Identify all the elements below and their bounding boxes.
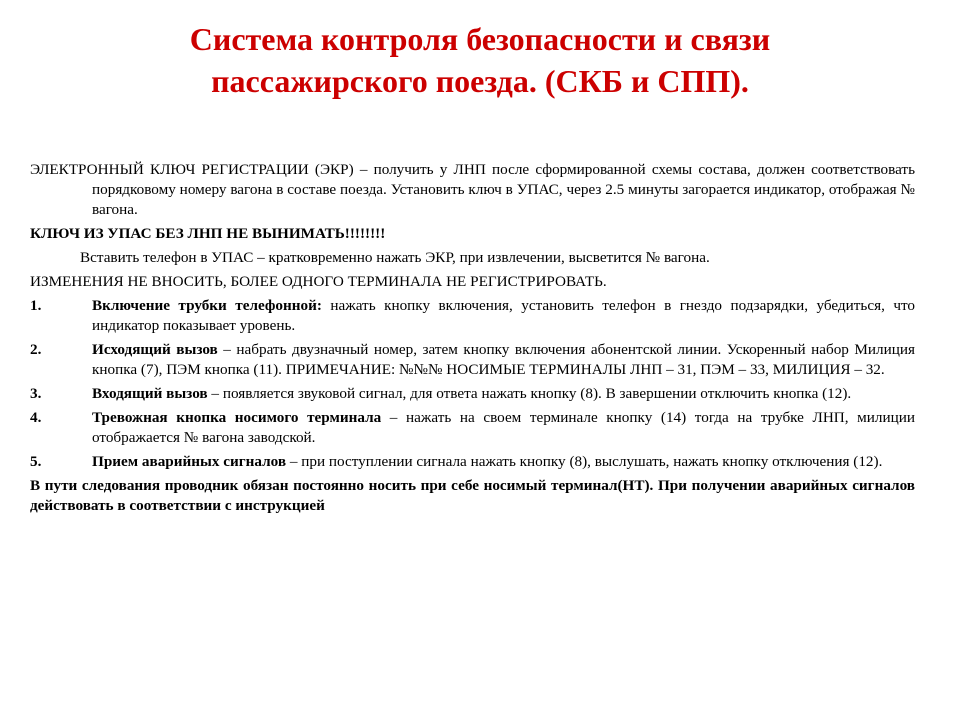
list-item-heading: Включение трубки телефонной: bbox=[92, 297, 322, 314]
list-item-heading: Тревожная кнопка носимого терминала bbox=[92, 409, 382, 426]
list-item-text bbox=[92, 408, 915, 448]
list-item-body: – нажать на своем терминале кнопку (14) тогда на трубке ЛНП, милиции отображается № вагона заводской. bbox=[92, 409, 915, 446]
list-item-heading: Исходящий вызов bbox=[92, 341, 218, 358]
list-item bbox=[30, 340, 915, 380]
list-item-text bbox=[92, 384, 915, 404]
list-item-number: 2. bbox=[30, 341, 42, 358]
title-line-2: пассажирского поезда. (СКБ и СПП). bbox=[211, 63, 749, 99]
list-item bbox=[30, 452, 915, 472]
paragraph-insert-phone: Вставить телефон в УПАС – кратковременно нажать ЭКР, при извлечении, высветится № вагона. bbox=[80, 249, 710, 266]
list-item-body: нажать кнопку включения, установить телефон в гнездо подзарядки, убедиться, что индикатор показывает уровень. bbox=[92, 297, 915, 334]
list-item-body: – при поступлении сигнала нажать кнопку (8), выслушать, нажать кнопку отключения (12). bbox=[286, 453, 883, 470]
paragraph-no-changes: ИЗМЕНЕНИЯ НЕ ВНОСИТЬ, БОЛЕЕ ОДНОГО ТЕРМИНАЛА НЕ РЕГИСТРИРОВАТЬ. bbox=[30, 273, 607, 290]
list-item bbox=[30, 384, 915, 404]
list-item-number: 1. bbox=[30, 297, 42, 314]
list-item bbox=[30, 296, 915, 336]
list-item-number: 3. bbox=[30, 385, 42, 402]
list-item-body: – набрать двузначный номер, затем кнопку включения абонентской линии. Ускоренный набор Милиция кнопка (7), ПЭМ кнопка (11). ПРИМЕЧАНИЕ: №№№ НОСИМЫЕ ТЕРМИНАЛЫ ЛНП – 31, ПЭМ – 33, МИЛИЦИЯ – 32. bbox=[92, 341, 915, 378]
list-item-heading: Прием аварийных сигналов bbox=[92, 453, 287, 470]
slide-title bbox=[60, 18, 900, 102]
list-item-number: 4. bbox=[30, 409, 42, 426]
title-line-1: Система контроля безопасности и связи bbox=[189, 21, 771, 57]
slide-body bbox=[30, 160, 915, 516]
paragraph-final-note: В пути следования проводник обязан постоянно носить при себе носимый терминал(НТ). При получении аварийных сигналов действовать в соответствии с инструкцией bbox=[30, 477, 915, 514]
list-item-text bbox=[92, 296, 915, 336]
paragraph-warning: КЛЮЧ ИЗ УПАС БЕЗ ЛНП НЕ ВЫНИМАТЬ!!!!!!!! bbox=[30, 225, 386, 242]
list-item-body: – появляется звуковой сигнал, для ответа нажать кнопку (8). В завершении отключить кнопка (12). bbox=[207, 385, 852, 402]
list-item-text bbox=[92, 452, 915, 472]
list-item-number: 5. bbox=[30, 453, 42, 470]
paragraph-ekr: ЭЛЕКТРОННЫЙ КЛЮЧ РЕГИСТРАЦИИ (ЭКР) – получить у ЛНП после сформированной схемы состава, должен соответствовать порядковому номеру вагона в составе поезда. Установить ключ в УПАС, через 2.5 минуты загорается индикатор, отображая № вагона. bbox=[30, 161, 915, 218]
list-item-heading: Входящий вызов bbox=[92, 385, 208, 402]
list-item bbox=[30, 408, 915, 448]
list-item-text bbox=[92, 340, 915, 380]
